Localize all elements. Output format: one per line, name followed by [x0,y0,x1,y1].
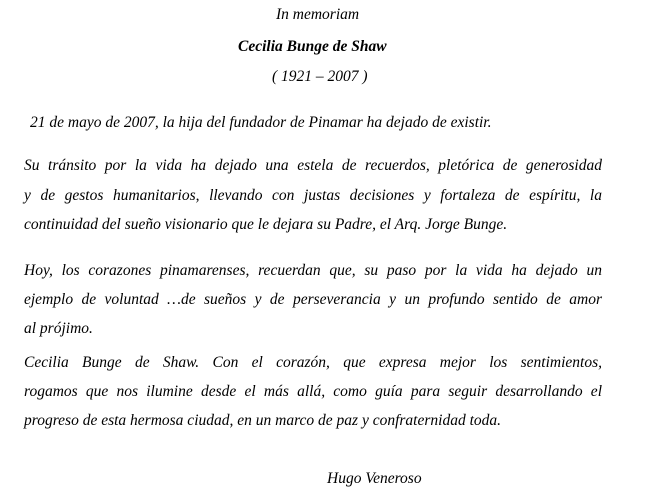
dedication-heading: In memoriam [276,6,360,23]
paragraph-line: y de gestos humanitarios, llevando con justas decisiones y fortaleza de espíritu, la [24,187,602,204]
paragraph-line: Hoy, los corazones pinamarenses, recuerdan que, su paso por la vida ha dejado un [24,262,602,279]
paragraph-line: continuidad del sueño visionario que le dejara su Padre, el Arq. Jorge Bunge. [24,216,508,233]
paragraph-date-line: 21 de mayo de 2007, la hija del fundador de Pinamar ha dejado de existir. [30,114,492,131]
paragraph-line: ejemplo de voluntad …de sueños y de perseverancia y un profundo sentido de amor [24,291,602,308]
honoree-name: Cecilia Bunge de Shaw [238,38,387,55]
signature: Hugo Veneroso [327,470,422,487]
paragraph-line: rogamos que nos ilumine desde el más allá, como guía para seguir desarrollando el [24,383,602,400]
paragraph-line: Su tránsito por la vida ha dejado una estela de recuerdos, pletórica de generosidad [24,157,602,174]
paragraph-line: al prójimo. [24,320,93,337]
honoree-dates: ( 1921 – 2007 ) [272,68,368,85]
paragraph-line: Cecilia Bunge de Shaw. Con el corazón, que expresa mejor los sentimientos, [24,354,602,371]
paragraph-line: progreso de esta hermosa ciudad, en un marco de paz y confraternidad toda. [24,412,501,429]
